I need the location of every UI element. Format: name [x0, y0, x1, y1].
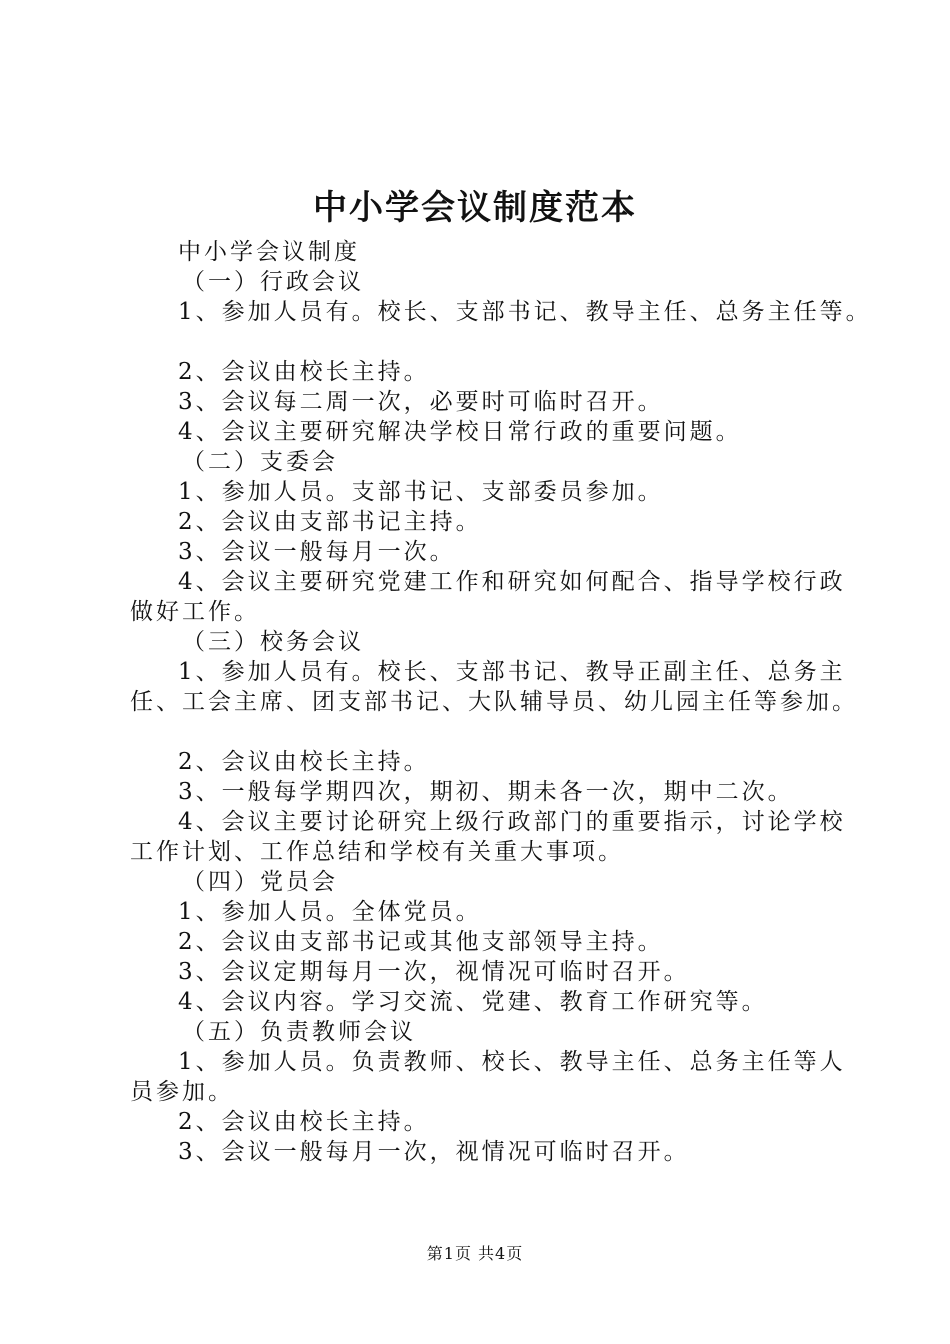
paragraph-line: 2、会议由校长主持。: [178, 749, 430, 775]
paragraph-line: 3、会议一般每月一次，视情况可临时召开。: [178, 1139, 690, 1165]
section-heading: （五）负责教师会议: [182, 1019, 416, 1045]
paragraph-line: 1、参加人员。负责教师、校长、教导主任、总务主任等人: [178, 1049, 846, 1075]
paragraph-line: 3、会议定期每月一次，视情况可临时召开。: [178, 959, 690, 985]
paragraph-line: 3、会议一般每月一次。: [178, 539, 456, 565]
paragraph-line: 1、参加人员。全体党员。: [178, 899, 482, 925]
paragraph-line: 2、会议由支部书记或其他支部领导主持。: [178, 929, 664, 955]
document-body: [130, 237, 872, 1167]
paragraph-line-continued: 任、工会主席、团支部书记、大队辅导员、幼儿园主任等参加。: [130, 689, 858, 715]
paragraph-line: 4、会议主要研究解决学校日常行政的重要问题。: [178, 419, 742, 445]
blank-line: [130, 717, 860, 747]
section-heading: （一）行政会议: [182, 269, 364, 295]
paragraph-line: 2、会议由校长主持。: [178, 359, 430, 385]
page-footer: 第1页 共4页: [426, 1244, 524, 1263]
paragraph-line-continued: 工作计划、工作总结和学校有关重大事项。: [130, 839, 624, 865]
paragraph-line: 4、会议主要研究党建工作和研究如何配合、指导学校行政: [178, 569, 846, 595]
section-heading: （二）支委会: [182, 449, 338, 475]
paragraph-line: 3、一般每学期四次，期初、期未各一次，期中二次。: [178, 779, 794, 805]
blank-line: [130, 327, 860, 357]
section-heading: （四）党员会: [182, 869, 338, 895]
paragraph-line: 2、会议由支部书记主持。: [178, 509, 482, 535]
paragraph-line: 4、会议主要讨论研究上级行政部门的重要指示，讨论学校: [178, 809, 846, 835]
document-title: 中小学会议制度范本: [313, 188, 637, 228]
paragraph-line: 1、参加人员。支部书记、支部委员参加。: [178, 479, 664, 505]
paragraph-line: 1、参加人员有。校长、支部书记、教导正副主任、总务主: [178, 659, 846, 685]
paragraph-line-continued: 做好工作。: [130, 599, 260, 625]
paragraph-line: 2、会议由校长主持。: [178, 1109, 430, 1135]
paragraph-line: 4、会议内容。学习交流、党建、教育工作研究等。: [178, 989, 768, 1015]
paragraph-line: 3、会议每二周一次，必要时可临时召开。: [178, 389, 664, 415]
document-subtitle: 中小学会议制度: [178, 239, 360, 265]
section-heading: （三）校务会议: [182, 629, 364, 655]
paragraph-line: 1、参加人员有。校长、支部书记、教导主任、总务主任等。: [178, 299, 872, 325]
paragraph-line-continued: 员参加。: [130, 1079, 234, 1105]
